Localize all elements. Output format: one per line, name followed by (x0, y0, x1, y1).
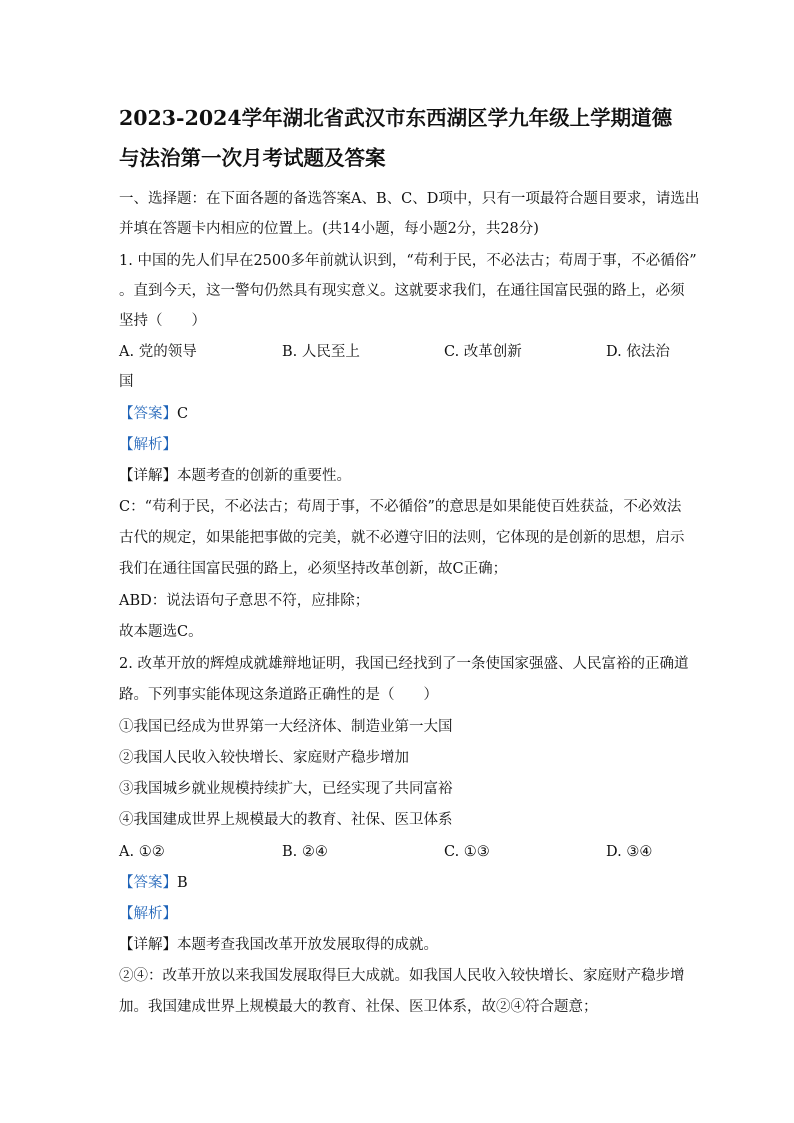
detail-tag: 【详解】 (119, 468, 177, 484)
question-1-option-d-wrap: 国 (119, 374, 134, 390)
answer-value: B (177, 875, 188, 891)
question-1-answer (119, 405, 679, 423)
answer-tag: 【答案】 (119, 406, 177, 422)
question-1-option-c: C. 改革创新 (444, 344, 522, 360)
section-instructions-line-2: 并填在答题卡内相应的位置上。(共14小题，每小题2分，共28分) (119, 221, 539, 237)
question-1-line-3: 坚持（ ） (119, 313, 206, 329)
question-1-explanation-5: 故本题选C。 (119, 624, 203, 640)
question-1-option-a: A. 党的领导 (119, 344, 197, 360)
question-1-explanation-1: C：“苟利于民，不必法古；苟周于事，不必循俗”的意思是如果能使百姓获益，不必效法 (119, 499, 682, 515)
question-2-option-d: D. ③④ (606, 844, 653, 860)
question-1-analysis-tag: 【解析】 (119, 437, 177, 453)
detail-tag: 【详解】 (119, 937, 177, 953)
question-2-option-c: C. ①③ (444, 844, 490, 860)
question-2-explanation-1: ②④：改革开放以来我国发展取得巨大成就。如我国人民收入较快增长、家庭财产稳步增 (119, 968, 685, 984)
question-1-explanation-4: ABD：说法语句子意思不符，应排除； (119, 593, 370, 609)
question-2-explanation-2: 加。我国建成世界上规模最大的教育、社保、医卫体系，故②④符合题意； (119, 999, 598, 1015)
question-1-line-1: 1. 中国的先人们早在2500多年前就认识到，“苟利于民，不必法古；苟周于事，不必循俗” (119, 253, 697, 269)
question-2-answer (119, 874, 679, 892)
question-1-explanation-2: 古代的规定，如果能把事做的完美，就不必遵守旧的法则，它体现的是创新的思想，启示 (119, 530, 685, 546)
question-1-detail (119, 467, 679, 485)
question-2-statement-1: ①我国已经成为世界第一大经济体、制造业第一大国 (119, 719, 453, 735)
question-1-option-b: B. 人民至上 (282, 344, 360, 360)
question-2-statement-2: ②我国人民收入较快增长、家庭财产稳步增加 (119, 750, 409, 766)
answer-value: C (177, 406, 189, 422)
question-1-explanation-3: 我们在通往国富民强的路上，必须坚持改革创新，故C正确； (119, 561, 508, 577)
question-2-option-a: A. ①② (119, 844, 165, 860)
detail-text: 本题考查我国改革开放发展取得的成就。 (177, 937, 438, 953)
document-title-line-2: 与法治第一次月考试题及答案 (119, 146, 386, 170)
question-2-option-b: B. ②④ (282, 844, 328, 860)
document-title-line-1: 2023-2024学年湖北省武汉市东西湖区学九年级上学期道德 (119, 106, 673, 130)
question-2-detail (119, 936, 679, 954)
question-2-line-2: 路。下列事实能体现这条道路正确性的是（ ） (119, 687, 438, 703)
detail-text: 本题考查的创新的重要性。 (177, 468, 351, 484)
question-1-line-2: 。直到今天，这一警句仍然具有现实意义。这就要求我们，在通往国富民强的路上，必须 (119, 283, 685, 299)
question-2-statement-4: ④我国建成世界上规模最大的教育、社保、医卫体系 (119, 812, 453, 828)
question-2-analysis-tag: 【解析】 (119, 906, 177, 922)
answer-tag: 【答案】 (119, 875, 177, 891)
question-2-statement-3: ③我国城乡就业规模持续扩大，已经实现了共同富裕 (119, 781, 453, 797)
question-1-option-d: D. 依法治 (606, 344, 670, 360)
question-2-line-1: 2. 改革开放的辉煌成就雄辩地证明，我国已经找到了一条使国家强盛、人民富裕的正确道 (119, 656, 689, 672)
section-instructions-line-1: 一、选择题：在下面各题的备选答案A、B、C、D项中，只有一项最符合题目要求，请选出 (119, 191, 700, 207)
